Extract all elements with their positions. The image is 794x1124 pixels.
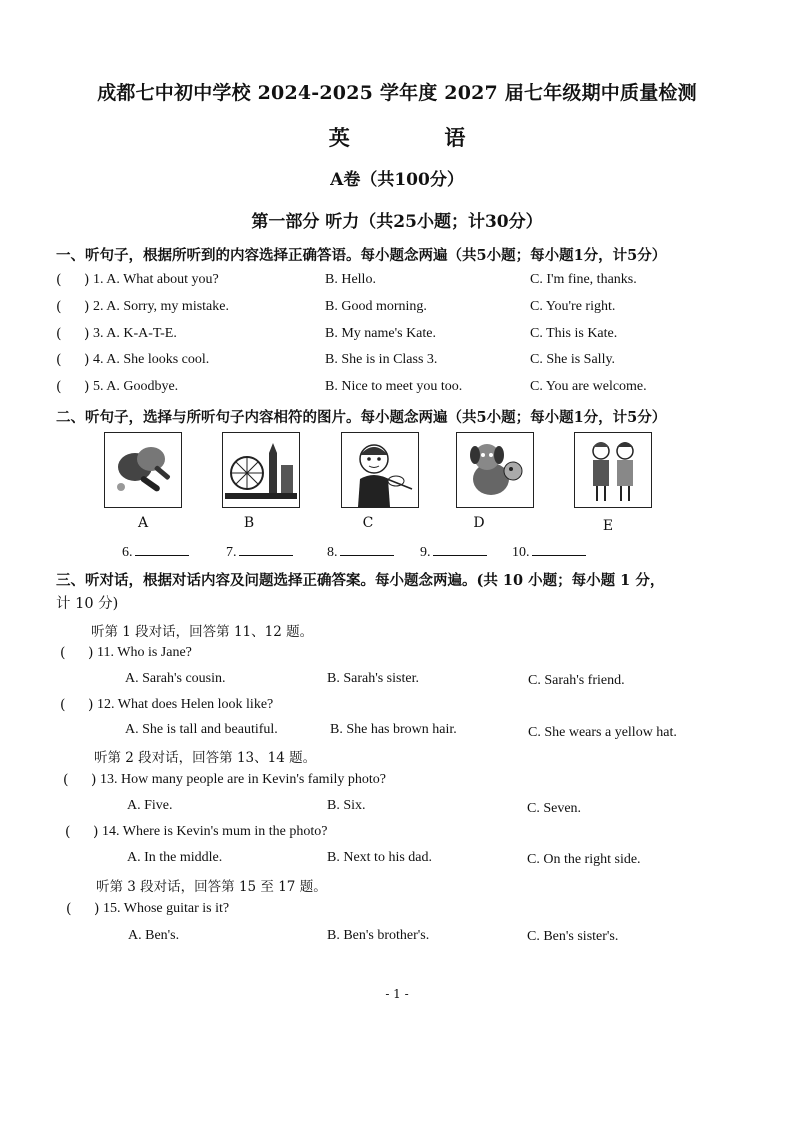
option-c: C. Sarah's friend. (528, 673, 625, 688)
two-people-icon (575, 433, 651, 507)
option-a: 4. A. She looks cool. (93, 352, 210, 367)
answer-paren-open[interactable]: ( (56, 299, 62, 315)
picture-c (341, 432, 419, 508)
option-c: C. On the right side. (527, 852, 641, 867)
answer-paren-close: ) (84, 352, 90, 368)
answer-paren-close: ) (88, 645, 94, 661)
dialog-instruction: 听第 2 段对话，回答第 13、14 题。 (94, 750, 317, 766)
answer-paren-open[interactable]: ( (56, 272, 62, 288)
option-c: C. You are welcome. (530, 379, 647, 394)
option-b: B. Hello. (325, 272, 376, 287)
answer-number: 7. (226, 545, 237, 560)
option-a: A. Sarah's cousin. (125, 671, 226, 686)
option-a: A. She is tall and beautiful. (125, 722, 278, 737)
page-number: - 1 - (385, 987, 409, 1001)
section1-heading: 一、听句子，根据所听到的内容选择正确答语。每小题念两遍（共5小题；每小题1分，计5分） (56, 247, 667, 264)
option-c: C. You're right. (530, 299, 616, 314)
answer-blank[interactable] (239, 541, 293, 556)
answer-blank[interactable] (433, 541, 487, 556)
option-b: B. Nice to meet you too. (325, 379, 463, 394)
option-b: B. Ben's brother's. (327, 928, 430, 943)
answer-blank[interactable] (135, 541, 189, 556)
answer-paren-close: ) (94, 901, 100, 917)
answer-blank-row (420, 541, 487, 561)
option-c: C. This is Kate. (530, 326, 618, 341)
answer-blank-row (122, 541, 189, 561)
answer-number: 9. (420, 545, 431, 560)
answer-blank[interactable] (532, 541, 586, 556)
option-b: B. Sarah's sister. (327, 671, 419, 686)
answer-paren-close: ) (91, 772, 97, 788)
option-c: C. I'm fine, thanks. (530, 272, 637, 287)
picture-a (104, 432, 182, 508)
option-a: A. Five. (127, 798, 173, 813)
option-a: A. Ben's. (128, 928, 180, 943)
dog-toy-icon (457, 433, 533, 507)
option-b: B. She has brown hair. (330, 722, 457, 737)
question-stem: 12. What does Helen look like? (97, 697, 274, 712)
option-b: B. Next to his dad. (327, 850, 432, 865)
question-stem: 13. How many people are in Kevin's family photo? (100, 772, 386, 787)
option-c: C. Ben's sister's. (527, 929, 619, 944)
option-c: C. She wears a yellow hat. (528, 725, 677, 740)
question-stem: 11. Who is Jane? (97, 645, 192, 660)
answer-paren-open[interactable]: ( (66, 901, 72, 917)
subject-char-2: 语 (444, 125, 466, 150)
option-a: A. In the middle. (127, 850, 223, 865)
section3-heading-cont: 计 10 分) (56, 596, 119, 612)
option-c: C. Seven. (527, 801, 582, 816)
option-b: B. She is in Class 3. (325, 352, 438, 367)
paper-label: A卷（共100分） (330, 170, 464, 190)
option-a: 3. A. K-A-T-E. (93, 326, 177, 341)
dialog-instruction: 听第 3 段对话，回答第 15 至 17 题。 (96, 879, 327, 895)
question-stem: 14. Where is Kevin's mum in the photo? (102, 824, 328, 839)
question-stem: 15. Whose guitar is it? (103, 901, 230, 916)
answer-paren-close: ) (84, 299, 90, 315)
answer-paren-open[interactable]: ( (56, 379, 62, 395)
section3-heading: 三、听对话，根据对话内容及问题选择正确答案。每小题念两遍。(共 10 小题；每小题 1 分， (56, 572, 665, 589)
answer-number: 8. (327, 545, 338, 560)
section2-heading: 二、听句子，选择与所听句子内容相符的图片。每小题念两遍（共5小题；每小题1分，计5分） (56, 409, 667, 426)
part-heading: 第一部分 听力（共25小题；计30分） (251, 212, 543, 232)
option-a: 5. A. Goodbye. (93, 379, 179, 394)
subject-char-1: 英 (328, 125, 350, 150)
exam-title: 成都七中初中学校 2024-2025 学年度 2027 届七年级期中质量检测 (97, 82, 697, 104)
option-b: B. Six. (327, 798, 366, 813)
answer-number: 6. (122, 545, 133, 560)
picture-e (574, 432, 652, 508)
picture-label: A (137, 515, 149, 531)
answer-blank-row (226, 541, 293, 561)
option-a: 1. A. What about you? (93, 272, 219, 287)
answer-number: 10. (512, 545, 530, 560)
answer-paren-open[interactable]: ( (65, 824, 71, 840)
answer-paren-close: ) (84, 326, 90, 342)
answer-paren-close: ) (88, 697, 94, 713)
boy-violin-icon (342, 433, 418, 507)
answer-blank-row (512, 541, 586, 561)
answer-paren-close: ) (84, 272, 90, 288)
subject-title (0, 122, 794, 152)
option-c: C. She is Sally. (530, 352, 616, 367)
picture-label: B (243, 515, 255, 531)
picture-d (456, 432, 534, 508)
option-b: B. Good morning. (325, 299, 427, 314)
answer-blank[interactable] (340, 541, 394, 556)
answer-paren-close: ) (84, 379, 90, 395)
picture-label: D (473, 515, 485, 531)
picture-label: E (602, 518, 614, 534)
answer-blank-row (327, 541, 394, 561)
answer-paren-close: ) (93, 824, 99, 840)
ping-pong-paddles-icon (105, 433, 181, 507)
picture-label: C (362, 515, 374, 531)
answer-paren-open[interactable]: ( (63, 772, 69, 788)
option-a: 2. A. Sorry, my mistake. (93, 299, 229, 314)
answer-paren-open[interactable]: ( (56, 326, 62, 342)
answer-paren-open[interactable]: ( (60, 697, 66, 713)
dialog-instruction: 听第 1 段对话，回答第 11、12 题。 (91, 624, 314, 640)
answer-paren-open[interactable]: ( (60, 645, 66, 661)
option-b: B. My name's Kate. (325, 326, 437, 341)
london-skyline-icon (223, 433, 299, 507)
picture-b (222, 432, 300, 508)
answer-paren-open[interactable]: ( (56, 352, 62, 368)
